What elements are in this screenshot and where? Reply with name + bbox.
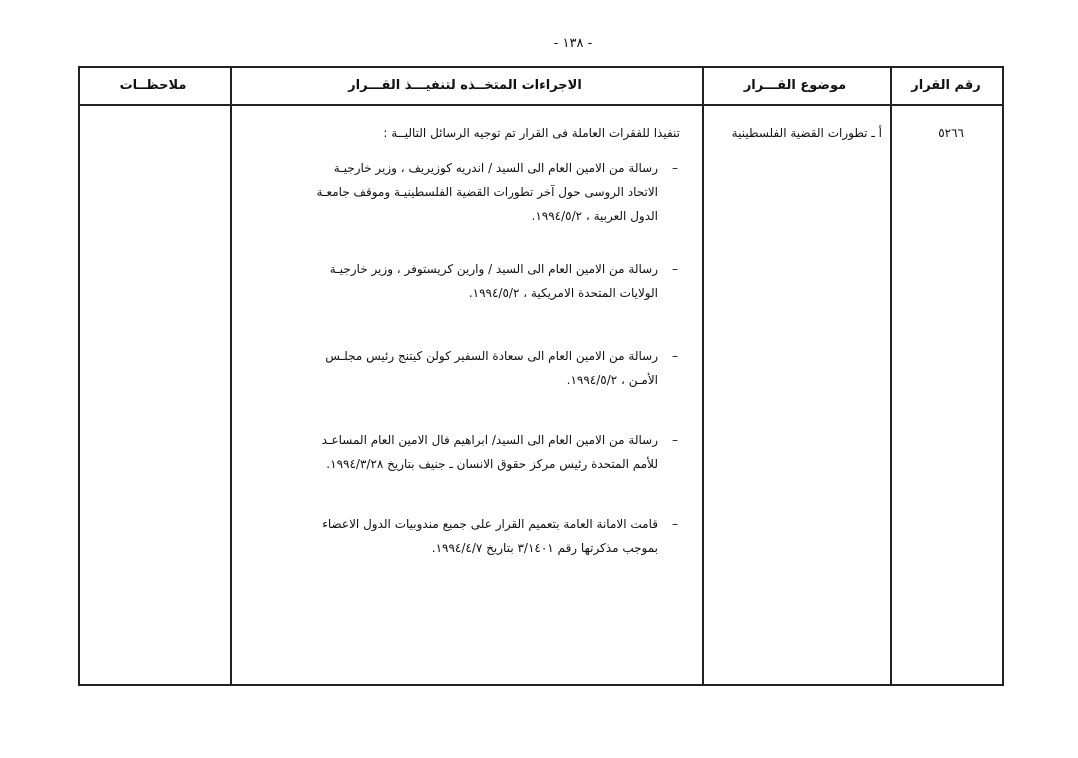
item-line: الاتحاد الروسى حول آخر تطورات القضية الفلسطينيـة وموقف جامعـة [316,185,658,199]
actions-intro: تنفيذا للفقرات العاملة فى القرار تم توجيه الرسائل التاليــة : [383,126,680,140]
header-decision-number: رقم القرار [911,78,981,93]
action-item [226,512,678,560]
item-line: الولايات المتحدة الامريكية ، ١٩٩٤/٥/٢. [468,286,658,300]
header-actions: الاجراءات المتخــذه لتنفيـــذ القـــرار [348,78,582,93]
column-divider-subject [890,68,892,684]
column-divider-actions [702,68,704,684]
item-dash: – [672,262,678,276]
item-dash: – [672,433,678,447]
item-line: رسالة من الامين العام الى السيد/ ابراهيم فال الامين العام المساعـد [321,433,658,447]
item-line: رسالة من الامين العام الى السيد / اندريه كوزيريف ، وزير خارجيـة [333,161,658,175]
decisions-table [78,66,1004,686]
item-line: الدول العربية ، ١٩٩٤/٥/٢. [531,209,658,223]
item-dash: – [672,349,678,363]
header-notes: ملاحظــات [119,78,187,93]
header-subject: موضوع القـــرار [743,78,847,93]
page-number: - ١٣٨ - [553,36,593,51]
header-divider [80,104,1002,106]
item-dash: – [672,517,678,531]
item-line: رسالة من الامين العام الى سعادة السفير كولن كيتنج رئيس مجلـس [325,349,658,363]
item-line: بموجب مذكرتها رقم ٣/١٤٠١ بتاريخ ١٩٩٤/٤/٧. [431,541,658,555]
action-item [226,257,678,305]
item-line: رسالة من الامين العام الى السيد / وارين كريستوفر ، وزير خارجيـة [329,262,658,276]
decision-number: ٥٢٦٦ [938,126,964,140]
item-line: للأمم المتحدة رئيس مركز حقوق الانسان ـ جنيف بتاريخ ١٩٩٤/٣/٢٨. [326,457,658,471]
item-line: الأمـن ، ١٩٩٤/٥/٢. [566,373,658,387]
action-item [226,344,678,392]
action-item [226,428,678,476]
decision-subject: أ ـ تطورات القضية الفلسطينية [731,126,882,140]
item-line: قامت الامانة العامة بتعميم القرار على جميع مندوبيات الدول الاعضاء [322,517,658,531]
item-dash: – [672,161,678,175]
action-item [226,156,678,228]
